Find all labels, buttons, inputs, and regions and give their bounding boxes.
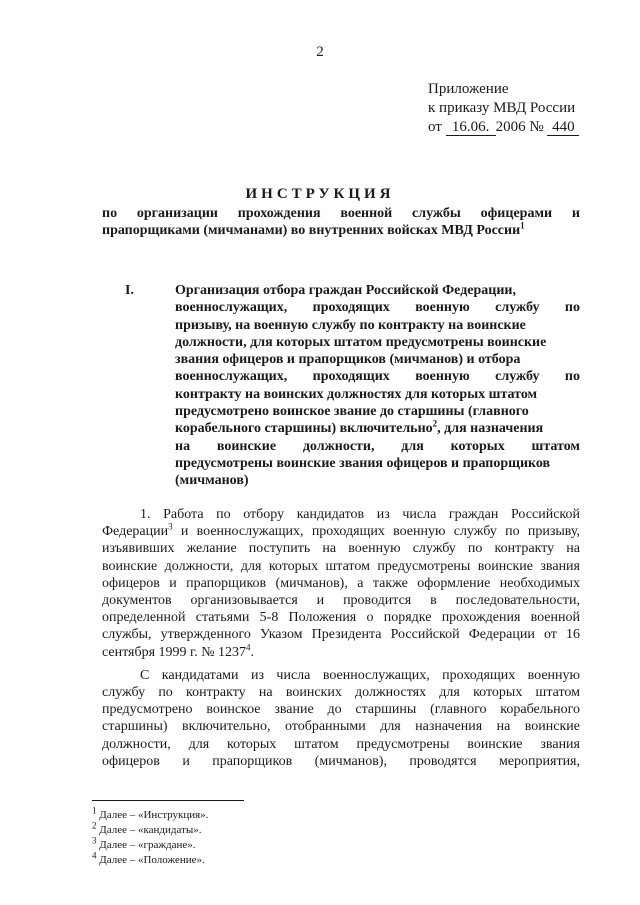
paragraph-line <box>102 523 580 540</box>
footnote-ref: 3 <box>168 521 173 532</box>
paragraph-text: старшины) включительно, отобранными для назначения на воинские <box>102 719 580 735</box>
document-title: ИНСТРУКЦИЯ <box>245 186 395 202</box>
section-text: (мичманов) <box>175 473 249 489</box>
subtitle-word: военной <box>340 206 393 221</box>
footnote-text: Далее – «граждане». <box>99 839 196 851</box>
section-line <box>175 282 580 299</box>
footnote <box>92 805 209 823</box>
section-text: призыву, на военную службу по контракту на воинские <box>175 317 526 333</box>
section-word: на <box>175 438 191 454</box>
paragraph-text: должности, для которых штатом предусмотрены воинские звания <box>102 736 580 752</box>
section-word: штатом <box>531 438 580 454</box>
subtitle-word: организации <box>136 206 218 221</box>
section-word: службу <box>495 300 540 316</box>
paragraph-text: офицеров и прапорщиков (мичманов), проводятся мероприятия, <box>102 753 580 769</box>
paragraph-line <box>102 506 580 523</box>
section-line <box>175 455 580 472</box>
paragraph-line <box>102 626 580 643</box>
footnote-mark: 2 <box>92 820 97 831</box>
section-text: , для назначения <box>437 421 544 437</box>
appendix-year: 2006 <box>495 119 526 135</box>
paragraph-line <box>102 609 580 626</box>
subtitle-word: прохождения <box>237 206 321 221</box>
section-word: для <box>401 438 424 454</box>
appendix-date-line <box>428 118 579 137</box>
paragraph-text: С кандидатами из числа военнослужащих, проходящих военную <box>140 667 580 683</box>
paragraph-text: определенной статьями 5-8 Положения о порядке прохождения военной <box>102 610 580 626</box>
subtitle-line-1 <box>102 205 580 222</box>
subtitle-word: по <box>102 206 118 221</box>
appendix-date: 16.06. <box>446 119 496 136</box>
footnotes <box>92 805 209 868</box>
subtitle-word: и <box>571 206 580 221</box>
section-word: которых <box>450 438 505 454</box>
section-word: по <box>564 300 580 316</box>
paragraph-text: офицеров и прапорщиков (мичманов), а также оформление необходимых <box>102 575 580 591</box>
paragraph-text: сентября 1999 г. № 1237 <box>102 644 247 660</box>
paragraph-text: предусмотрено воинское звание до старшины (главного корабельного <box>102 702 580 718</box>
paragraph-line <box>102 667 580 684</box>
section-text: контракту на воинских должностях для которых штатом <box>175 386 538 402</box>
paragraph-line <box>102 641 580 661</box>
section-word: военную <box>415 369 470 385</box>
section-word: проходящих <box>312 369 390 385</box>
section-line <box>175 403 580 420</box>
document-subtitle <box>102 205 580 239</box>
appendix-block <box>428 80 579 137</box>
footnote-ref: 2 <box>432 418 438 429</box>
section-number: I. <box>125 283 134 298</box>
paragraph-line <box>102 558 580 575</box>
appendix-label: Приложение <box>428 81 509 97</box>
paragraph-text: воинские должности, для которых штатом предусмотрены воинские звания <box>102 558 580 574</box>
section-word: военнослужащих, <box>175 300 288 316</box>
section-word: воинские <box>216 438 277 454</box>
footnote-text: Далее – «Инструкция». <box>99 809 209 821</box>
section-text: предусмотрены воинские звания офицеров и прапорщиков <box>175 455 551 471</box>
paragraph-line <box>102 540 580 557</box>
footnote <box>92 820 208 838</box>
section-text: Организация отбора граждан Российской Федерации, <box>175 283 516 298</box>
paragraph-line <box>102 684 580 701</box>
section-line <box>175 420 580 437</box>
section-word: военнослужащих, <box>175 369 288 385</box>
subtitle-text: прапорщиками (мичманами) во внутренних войсках МВД России <box>102 223 521 238</box>
paragraph-line <box>102 592 580 609</box>
footnote-mark: 1 <box>92 805 97 816</box>
footnote-mark: 3 <box>92 835 97 846</box>
appendix-order-ref: к приказу МВД России <box>428 100 576 116</box>
section-word: службу <box>495 369 540 385</box>
paragraph-text: документов организовывается и проводится в последовательности, <box>102 593 580 609</box>
subtitle-word: офицерами <box>480 206 553 221</box>
footnote <box>92 850 208 868</box>
section-line <box>175 368 580 385</box>
paragraph-text: службу по контракту на воинских должностях для которых штатом <box>102 685 580 701</box>
footnote-text: Далее – «Положение». <box>99 854 205 866</box>
paragraph-text: 1. Работа по отбору кандидатов из числа граждан Российской <box>140 507 580 522</box>
section-line <box>175 317 580 334</box>
section-word: должности, <box>302 438 375 454</box>
paragraph-1 <box>102 506 580 661</box>
paragraph-line <box>102 575 580 592</box>
section-line <box>175 299 580 316</box>
paragraph-line <box>102 701 580 718</box>
appendix-number: 440 <box>547 119 579 136</box>
section-line <box>175 386 580 403</box>
paragraph-2 <box>102 667 580 770</box>
section-word: по <box>564 369 580 385</box>
subtitle-line-2 <box>102 222 580 239</box>
section-word: проходящих <box>312 300 390 316</box>
paragraph-text: Федерации <box>102 524 169 540</box>
section-text: корабельного старшины) включительно <box>175 421 433 437</box>
section-line <box>175 438 580 455</box>
section-text: должности, для которых штатом предусмотрены воинские <box>175 334 547 350</box>
appendix-number-sign: № <box>529 119 544 135</box>
footnote-mark: 4 <box>92 850 97 861</box>
section-text: предусмотрено воинское звание до старшины (главного <box>175 404 529 420</box>
section-line <box>175 472 580 489</box>
footnote-ref: 1 <box>520 220 525 231</box>
footnote <box>92 835 208 853</box>
section-word: военную <box>415 300 470 316</box>
section-line <box>175 334 580 351</box>
paragraph-line <box>102 753 580 770</box>
section-text: звания офицеров и прапорщиков (мичманов) и отбора <box>175 352 521 368</box>
section-line <box>175 351 580 368</box>
footnote-text: Далее – «кандидаты». <box>99 824 202 836</box>
paragraph-line <box>102 736 580 753</box>
body-text <box>102 506 580 770</box>
footnote-divider <box>92 800 244 801</box>
page-number: 2 <box>316 44 324 60</box>
footnote-ref: 4 <box>246 641 251 652</box>
section-heading <box>125 282 580 490</box>
paragraph-text: службы, утвержденного Указом Президента Российской Федерации от 16 <box>102 627 580 643</box>
appendix-date-prefix: от <box>428 119 442 135</box>
paragraph-line <box>102 718 580 735</box>
subtitle-word: службы <box>412 206 461 221</box>
paragraph-text: . <box>250 644 255 660</box>
paragraph-text: и военнослужащих, проходящих военную службу по призыву, <box>172 524 580 540</box>
paragraph-text: изъявивших желание поступить на военную службу по контракту на <box>102 541 580 557</box>
section-title <box>175 282 580 490</box>
